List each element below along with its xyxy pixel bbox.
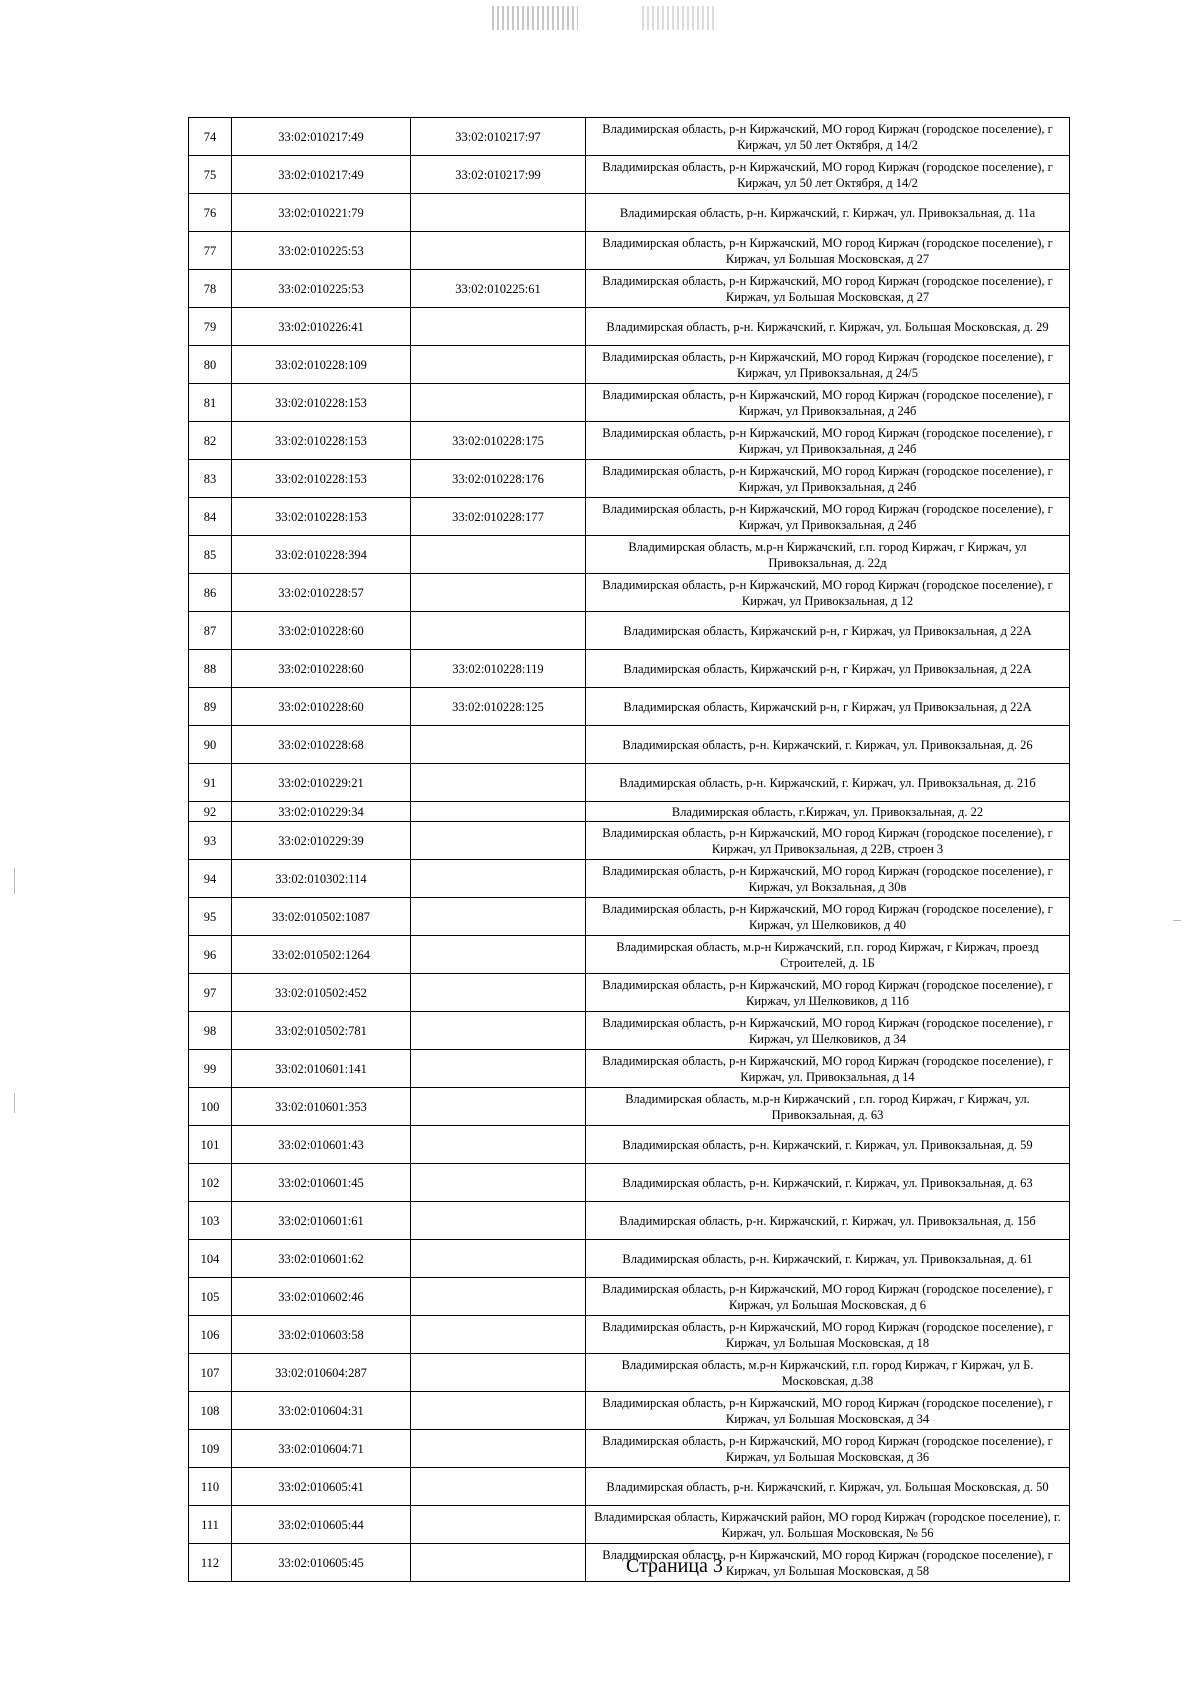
table-row: [189, 974, 1070, 1012]
cadastral-number-cell: 33:02:010229:21: [232, 764, 411, 802]
row-number-cell: 86: [189, 574, 232, 612]
linked-cadastral-number-cell: [411, 1430, 586, 1468]
address-cell: Владимирская область, р-н Киржачский, МО город Киржач (городское поселение), г Киржач, ул. Привокзальная, д 14: [586, 1050, 1070, 1088]
linked-cadastral-number-cell: [411, 1506, 586, 1544]
table-row: [189, 764, 1070, 802]
table-row: [189, 650, 1070, 688]
address-cell: Владимирская область, р-н Киржачский, МО город Киржач (городское поселение), г Киржач, ул Большая Московская, д 58: [586, 1544, 1070, 1582]
row-number-cell: 76: [189, 194, 232, 232]
row-number-cell: 83: [189, 460, 232, 498]
cadastral-table: [188, 117, 1070, 1582]
linked-cadastral-number-cell: 33:02:010228:119: [411, 650, 586, 688]
cadastral-number-cell: 33:02:010302:114: [232, 860, 411, 898]
page-number: Страница 3: [626, 1555, 723, 1577]
linked-cadastral-number-cell: 33:02:010228:125: [411, 688, 586, 726]
row-number-cell: 75: [189, 156, 232, 194]
cadastral-number-cell: 33:02:010228:60: [232, 650, 411, 688]
table-row: [189, 574, 1070, 612]
scan-artifact: [492, 6, 578, 30]
cadastral-number-cell: 33:02:010604:31: [232, 1392, 411, 1430]
address-cell: Владимирская область, м.р-н Киржачский, г.п. город Киржач, г Киржач, проезд Строителей, д. 1Б: [586, 936, 1070, 974]
cadastral-number-cell: 33:02:010229:34: [232, 802, 411, 822]
linked-cadastral-number-cell: [411, 1012, 586, 1050]
linked-cadastral-number-cell: [411, 802, 586, 822]
row-number-cell: 81: [189, 384, 232, 422]
table-row: [189, 860, 1070, 898]
cadastral-number-cell: 33:02:010221:79: [232, 194, 411, 232]
cadastral-number-cell: 33:02:010605:45: [232, 1544, 411, 1582]
address-cell: Владимирская область, р-н. Киржачский, г. Киржач, ул. Большая Московская, д. 50: [586, 1468, 1070, 1506]
row-number-cell: 109: [189, 1430, 232, 1468]
linked-cadastral-number-cell: [411, 822, 586, 860]
address-cell: Владимирская область, р-н Киржачский, МО город Киржач (городское поселение), г Киржач, ул Шелковиков, д 11б: [586, 974, 1070, 1012]
address-cell: Владимирская область, м.р-н Киржачский , г.п. город Киржач, г Киржач, ул. Привокзальная, д. 63: [586, 1088, 1070, 1126]
linked-cadastral-number-cell: [411, 1050, 586, 1088]
row-number-cell: 79: [189, 308, 232, 346]
linked-cadastral-number-cell: [411, 974, 586, 1012]
table-row: [189, 1126, 1070, 1164]
linked-cadastral-number-cell: [411, 1392, 586, 1430]
address-cell: Владимирская область, р-н Киржачский, МО город Киржач (городское поселение), г Киржач, ул Большая Московская, д 36: [586, 1430, 1070, 1468]
table-row: [189, 118, 1070, 156]
cadastral-number-cell: 33:02:010605:44: [232, 1506, 411, 1544]
address-cell: Владимирская область, р-н Киржачский, МО город Киржач (городское поселение), г Киржач, ул Большая Московская, д 27: [586, 270, 1070, 308]
row-number-cell: 107: [189, 1354, 232, 1392]
row-number-cell: 91: [189, 764, 232, 802]
linked-cadastral-number-cell: [411, 1202, 586, 1240]
table-row: [189, 1088, 1070, 1126]
linked-cadastral-number-cell: 33:02:010225:61: [411, 270, 586, 308]
linked-cadastral-number-cell: 33:02:010217:99: [411, 156, 586, 194]
linked-cadastral-number-cell: [411, 384, 586, 422]
address-cell: Владимирская область, р-н Киржачский, МО город Киржач (городское поселение), г Киржач, ул Привокзальная, д 24б: [586, 498, 1070, 536]
scan-mark: [14, 1093, 15, 1113]
table-row: [189, 422, 1070, 460]
row-number-cell: 111: [189, 1506, 232, 1544]
cadastral-number-cell: 33:02:010225:53: [232, 270, 411, 308]
cadastral-number-cell: 33:02:010228:57: [232, 574, 411, 612]
table-row: [189, 1506, 1070, 1544]
address-cell: Владимирская область, Киржачский р-н, г Киржач, ул Привокзальная, д 22А: [586, 688, 1070, 726]
address-cell: Владимирская область, р-н Киржачский, МО город Киржач (городское поселение), г Киржач, ул Большая Московская, д 18: [586, 1316, 1070, 1354]
address-cell: Владимирская область, р-н Киржачский, МО город Киржач (городское поселение), г Киржач, ул Привокзальная, д 24/5: [586, 346, 1070, 384]
cadastral-number-cell: 33:02:010228:153: [232, 498, 411, 536]
address-cell: Владимирская область, р-н Киржачский, МО город Киржач (городское поселение), г Киржач, ул Привокзальная, д 24б: [586, 422, 1070, 460]
row-number-cell: 102: [189, 1164, 232, 1202]
scan-mark: [1173, 920, 1181, 921]
table-row: [189, 1278, 1070, 1316]
linked-cadastral-number-cell: [411, 232, 586, 270]
cadastral-number-cell: 33:02:010228:394: [232, 536, 411, 574]
linked-cadastral-number-cell: [411, 536, 586, 574]
address-cell: Владимирская область, р-н Киржачский, МО город Киржач (городское поселение), г Киржач, ул Привокзальная, д 12: [586, 574, 1070, 612]
row-number-cell: 94: [189, 860, 232, 898]
address-cell: Владимирская область, м.р-н Киржачский, г.п. город Киржач, г Киржач, ул Привокзальная, д. 22д: [586, 536, 1070, 574]
linked-cadastral-number-cell: [411, 1164, 586, 1202]
cadastral-number-cell: 33:02:010228:60: [232, 688, 411, 726]
row-number-cell: 77: [189, 232, 232, 270]
table-row: [189, 346, 1070, 384]
address-cell: Владимирская область, р-н Киржачский, МО город Киржач (городское поселение), г Киржач, ул Шелковиков, д 34: [586, 1012, 1070, 1050]
row-number-cell: 101: [189, 1126, 232, 1164]
address-cell: Владимирская область, Киржачский район, МО город Киржач (городское поселение), г. Киржач, ул. Большая Московская, № 56: [586, 1506, 1070, 1544]
row-number-cell: 90: [189, 726, 232, 764]
row-number-cell: 87: [189, 612, 232, 650]
cadastral-number-cell: 33:02:010604:71: [232, 1430, 411, 1468]
table-row: [189, 822, 1070, 860]
linked-cadastral-number-cell: [411, 860, 586, 898]
row-number-cell: 96: [189, 936, 232, 974]
table-row: [189, 802, 1070, 822]
cadastral-number-cell: 33:02:010601:141: [232, 1050, 411, 1088]
cadastral-number-cell: 33:02:010602:46: [232, 1278, 411, 1316]
row-number-cell: 85: [189, 536, 232, 574]
cadastral-number-cell: 33:02:010229:39: [232, 822, 411, 860]
cadastral-number-cell: 33:02:010601:43: [232, 1126, 411, 1164]
cadastral-number-cell: 33:02:010603:58: [232, 1316, 411, 1354]
linked-cadastral-number-cell: [411, 612, 586, 650]
address-cell: Владимирская область, р-н. Киржачский, г. Киржач, ул. Привокзальная, д. 15б: [586, 1202, 1070, 1240]
address-cell: Владимирская область, г.Киржач, ул. Привокзальная, д. 22: [586, 802, 1070, 822]
linked-cadastral-number-cell: 33:02:010217:97: [411, 118, 586, 156]
row-number-cell: 74: [189, 118, 232, 156]
address-cell: Владимирская область, р-н. Киржачский, г. Киржач, ул. Привокзальная, д. 61: [586, 1240, 1070, 1278]
table-row: [189, 232, 1070, 270]
cadastral-number-cell: 33:02:010228:153: [232, 422, 411, 460]
address-cell: Владимирская область, р-н Киржачский, МО город Киржач (городское поселение), г Киржач, ул Большая Московская, д 27: [586, 232, 1070, 270]
linked-cadastral-number-cell: [411, 1278, 586, 1316]
row-number-cell: 108: [189, 1392, 232, 1430]
cadastral-number-cell: 33:02:010217:49: [232, 156, 411, 194]
linked-cadastral-number-cell: [411, 898, 586, 936]
row-number-cell: 80: [189, 346, 232, 384]
table-row: [189, 1012, 1070, 1050]
address-cell: Владимирская область, р-н. Киржачский, г. Киржач, ул. Привокзальная, д. 26: [586, 726, 1070, 764]
scan-mark: [14, 868, 15, 894]
address-cell: Владимирская область, р-н Киржачский, МО город Киржач (городское поселение), г Киржач, ул Шелковиков, д 40: [586, 898, 1070, 936]
address-cell: Владимирская область, Киржачский р-н, г Киржач, ул Привокзальная, д 22А: [586, 650, 1070, 688]
address-cell: Владимирская область, р-н. Киржачский, г. Киржач, ул. Привокзальная, д. 63: [586, 1164, 1070, 1202]
row-number-cell: 110: [189, 1468, 232, 1506]
row-number-cell: 93: [189, 822, 232, 860]
cadastral-number-cell: 33:02:010228:153: [232, 460, 411, 498]
linked-cadastral-number-cell: [411, 936, 586, 974]
cadastral-number-cell: 33:02:010605:41: [232, 1468, 411, 1506]
table-row: [189, 936, 1070, 974]
row-number-cell: 105: [189, 1278, 232, 1316]
linked-cadastral-number-cell: [411, 764, 586, 802]
cadastral-number-cell: 33:02:010228:60: [232, 612, 411, 650]
linked-cadastral-number-cell: [411, 1240, 586, 1278]
table-row: [189, 308, 1070, 346]
linked-cadastral-number-cell: [411, 1354, 586, 1392]
table-row: [189, 536, 1070, 574]
table-row: [189, 612, 1070, 650]
cadastral-number-cell: 33:02:010228:153: [232, 384, 411, 422]
table-row: [189, 460, 1070, 498]
address-cell: Владимирская область, р-н. Киржачский, г. Киржач, ул. Привокзальная, д. 59: [586, 1126, 1070, 1164]
linked-cadastral-number-cell: [411, 194, 586, 232]
address-cell: Владимирская область, р-н Киржачский, МО город Киржач (городское поселение), г Киржач, ул Большая Московская, д 34: [586, 1392, 1070, 1430]
row-number-cell: 112: [189, 1544, 232, 1582]
row-number-cell: 78: [189, 270, 232, 308]
linked-cadastral-number-cell: 33:02:010228:175: [411, 422, 586, 460]
table-row: [189, 1164, 1070, 1202]
address-cell: Владимирская область, р-н Киржачский, МО город Киржач (городское поселение), г Киржач, ул Вокзальная, д 30в: [586, 860, 1070, 898]
row-number-cell: 97: [189, 974, 232, 1012]
cadastral-table-body: [189, 118, 1070, 1582]
cadastral-number-cell: 33:02:010226:41: [232, 308, 411, 346]
cadastral-number-cell: 33:02:010502:452: [232, 974, 411, 1012]
table-row: [189, 194, 1070, 232]
cadastral-number-cell: 33:02:010601:61: [232, 1202, 411, 1240]
address-cell: Владимирская область, р-н Киржачский, МО город Киржач (городское поселение), г Киржач, ул 50 лет Октября, д 14/2: [586, 118, 1070, 156]
linked-cadastral-number-cell: [411, 1088, 586, 1126]
address-cell: Владимирская область, р-н. Киржачский, г. Киржач, ул. Привокзальная, д. 21б: [586, 764, 1070, 802]
address-cell: Владимирская область, р-н. Киржачский, г. Киржач, ул. Привокзальная, д. 11а: [586, 194, 1070, 232]
row-number-cell: 99: [189, 1050, 232, 1088]
table-row: [189, 1430, 1070, 1468]
address-cell: Владимирская область, м.р-н Киржачский, г.п. город Киржач, г Киржач, ул Б. Московская, д.38: [586, 1354, 1070, 1392]
cadastral-number-cell: 33:02:010502:1264: [232, 936, 411, 974]
table-row: [189, 1468, 1070, 1506]
linked-cadastral-number-cell: [411, 726, 586, 764]
cadastral-number-cell: 33:02:010502:781: [232, 1012, 411, 1050]
row-number-cell: 92: [189, 802, 232, 822]
linked-cadastral-number-cell: [411, 574, 586, 612]
row-number-cell: 106: [189, 1316, 232, 1354]
row-number-cell: 84: [189, 498, 232, 536]
linked-cadastral-number-cell: [411, 346, 586, 384]
cadastral-number-cell: 33:02:010217:49: [232, 118, 411, 156]
table-row: [189, 384, 1070, 422]
cadastral-number-cell: 33:02:010228:68: [232, 726, 411, 764]
row-number-cell: 103: [189, 1202, 232, 1240]
cadastral-number-cell: 33:02:010604:287: [232, 1354, 411, 1392]
table-row: [189, 688, 1070, 726]
cadastral-number-cell: 33:02:010601:62: [232, 1240, 411, 1278]
linked-cadastral-number-cell: [411, 1316, 586, 1354]
table-row: [189, 898, 1070, 936]
cadastral-number-cell: 33:02:010601:45: [232, 1164, 411, 1202]
table-row: [189, 498, 1070, 536]
address-cell: Владимирская область, р-н. Киржачский, г. Киржач, ул. Большая Московская, д. 29: [586, 308, 1070, 346]
address-cell: Владимирская область, р-н Киржачский, МО город Киржач (городское поселение), г Киржач, ул Привокзальная, д 24б: [586, 384, 1070, 422]
address-cell: Владимирская область, Киржачский р-н, г Киржач, ул Привокзальная, д 22А: [586, 612, 1070, 650]
table-row: [189, 1202, 1070, 1240]
table-row: [189, 1050, 1070, 1088]
table-row: [189, 1392, 1070, 1430]
linked-cadastral-number-cell: 33:02:010228:176: [411, 460, 586, 498]
address-cell: Владимирская область, р-н Киржачский, МО город Киржач (городское поселение), г Киржач, ул Привокзальная, д 24б: [586, 460, 1070, 498]
table-row: [189, 1240, 1070, 1278]
cadastral-number-cell: 33:02:010228:109: [232, 346, 411, 384]
row-number-cell: 104: [189, 1240, 232, 1278]
row-number-cell: 95: [189, 898, 232, 936]
row-number-cell: 82: [189, 422, 232, 460]
linked-cadastral-number-cell: 33:02:010228:177: [411, 498, 586, 536]
address-cell: Владимирская область, р-н Киржачский, МО город Киржач (городское поселение), г Киржач, ул Привокзальная, д 22В, строен 3: [586, 822, 1070, 860]
row-number-cell: 89: [189, 688, 232, 726]
row-number-cell: 100: [189, 1088, 232, 1126]
linked-cadastral-number-cell: [411, 1126, 586, 1164]
cadastral-number-cell: 33:02:010225:53: [232, 232, 411, 270]
address-cell: Владимирская область, р-н Киржачский, МО город Киржач (городское поселение), г Киржач, ул 50 лет Октября, д 14/2: [586, 156, 1070, 194]
row-number-cell: 98: [189, 1012, 232, 1050]
table-row: [189, 270, 1070, 308]
address-cell: Владимирская область, р-н Киржачский, МО город Киржач (городское поселение), г Киржач, ул Большая Московская, д 6: [586, 1278, 1070, 1316]
linked-cadastral-number-cell: [411, 1544, 586, 1582]
row-number-cell: 88: [189, 650, 232, 688]
table-row: [189, 726, 1070, 764]
table-row: [189, 1354, 1070, 1392]
scan-artifact: [642, 6, 716, 30]
table-row: [189, 1316, 1070, 1354]
cadastral-number-cell: 33:02:010601:353: [232, 1088, 411, 1126]
linked-cadastral-number-cell: [411, 1468, 586, 1506]
cadastral-number-cell: 33:02:010502:1087: [232, 898, 411, 936]
linked-cadastral-number-cell: [411, 308, 586, 346]
table-row: [189, 156, 1070, 194]
